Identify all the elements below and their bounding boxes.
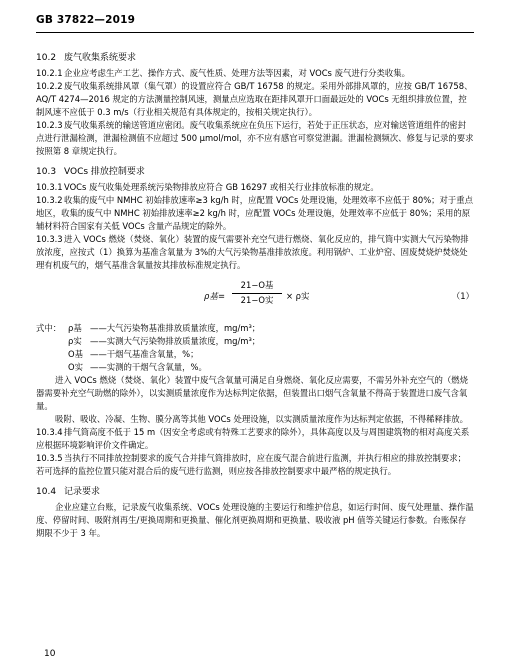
clause-number: 10.3.1 — [36, 182, 63, 192]
clause-10-2-3 — [36, 119, 474, 158]
paragraph-other-facilities: 吸附、吸收、冷凝、生物、膜分离等其他 VOCs 处理设施，以实测质量浓度作为达标判定依据，不得稀释排放。 — [55, 414, 468, 424]
formula-definitions — [36, 322, 474, 374]
section-heading-10-4 — [36, 486, 474, 499]
clause-text: 收集的废气中 NMHC 初始排放速率≥3 kg/h 时，应配置 VOCs 处理设施，处理效率不应低于 80%；对于重点地区，收集的废气中 NMHC 初始排放速率≥2 kg/h 时，应配置 VOCs 处理设施，处理效率不应低于 80%；采用的原辅材料符合国家有关低 VOCs 含量产品规定的除外。 — [36, 195, 474, 231]
definition-text: ——干烟气基准含氧量，%； — [90, 349, 199, 359]
clause-number: 10.2.1 — [36, 68, 63, 78]
section-heading-10-2 — [36, 52, 474, 65]
definition-row — [36, 322, 474, 335]
clause-10-3-5 — [36, 452, 474, 478]
page-number: 10 — [44, 649, 56, 659]
clause-text: 进入 VOCs 燃烧（焚烧、氧化）装置的废气需要补充空气进行燃烧、氧化反应的，排气筒中实测大气污染物排放浓度，应按式（1）换算为基准含氧量为 3%的大气污染物基准排放浓度。利用锅炉、工业炉窑、固废焚烧炉焚烧处理有机废气的，烟气基准含氧量按其排放标准规定执行。 — [36, 234, 469, 270]
clause-10-2-2 — [36, 80, 474, 119]
clause-10-3-4 — [36, 426, 474, 452]
section-heading-10-3 — [36, 166, 474, 179]
formula-fraction — [232, 279, 282, 307]
clause-number: 10.3.2 — [36, 195, 63, 205]
section-number: 10.3 — [36, 167, 57, 177]
definition-row — [36, 335, 474, 348]
definition-symbol: ρ基 — [68, 323, 82, 333]
page-body — [36, 44, 474, 540]
formula-equals: = — [218, 291, 226, 301]
paragraph-records: 企业应建立台账，记录废气收集系统、VOCs 处理设施的主要运行和维护信息，如运行时间、废气处理量、操作温度、停留时间、吸附剂再生/更换周期和更换量、催化剂更换周期和更换量、吸收液 pH 值等关键运行参数。台账保存期限不少于 3 年。 — [36, 502, 474, 538]
formula-number: （1） — [451, 291, 474, 301]
standard-code: GB 37822—2019 — [36, 14, 136, 26]
header-rule — [36, 32, 474, 33]
definition-row — [36, 361, 474, 374]
clause-text: 废气收集系统排风罩（集气罩）的设置应符合 GB/T 16758 的规定。采用外部排风罩的，应按 GB/T 16758、AQ/T 4274—2016 规定的方法测量控制风速，测量点应选取在距排风罩开口面最远处的 VOCs 无组织排放位置，控制风速不应低于 0.3 m/s（行业相关规范有具体规定的，按相关规定执行）。 — [36, 81, 473, 117]
clause-text: VOCs 废气收集处理系统污染物排放应符合 GB 16297 或相关行业排放标准的规定。 — [64, 182, 379, 192]
clause-text: 企业应考虑生产工艺、操作方式、废气性质、处理方法等因素，对 VOCs 废气进行分类收集。 — [64, 68, 410, 78]
section-title: VOCs 排放控制要求 — [64, 167, 145, 177]
clause-number: 10.2.2 — [36, 81, 63, 91]
clause-number: 10.3.4 — [36, 427, 63, 437]
clause-number: 10.2.3 — [36, 120, 63, 130]
clause-text: 废气收集系统的输送管道应密闭。废气收集系统应在负压下运行，若处于正压状态，应对输送管道组件的密封点进行泄漏检测，泄漏检测值不应超过 500 μmol/mol，亦不应有感官可察觉泄漏。泄漏检测频次、修复与记录的要求按照第 8 章规定执行。 — [36, 120, 474, 156]
clause-number: 10.3.3 — [36, 234, 63, 244]
definitions-lead: 式中： — [36, 323, 62, 333]
formula-lhs: ρ基 — [204, 291, 218, 301]
clause-number: 10.3.5 — [36, 453, 63, 463]
definition-symbol: O实 — [68, 362, 83, 372]
clause-10-3-2 — [36, 194, 474, 233]
definition-symbol: O基 — [68, 349, 83, 359]
clause-10-3-3 — [36, 233, 474, 272]
formula-1 — [36, 276, 474, 318]
formula-numerator: 21−O基 — [232, 279, 282, 294]
clause-text: 当执行不同排放控制要求的废气合并排气筒排放时，应在废气混合前进行监测，并执行相应的排放控制要求；若可选择的监控位置只能对混合后的废气进行监测，则应按各排放控制要求中最严格的规定执行。 — [36, 453, 466, 476]
clause-text: 排气筒高度不低于 15 m（因安全考虑或有特殊工艺要求的除外），具体高度以及与周围建筑物的相对高度关系应根据环境影响评价文件确定。 — [36, 427, 470, 450]
definition-text: ——大气污染物基准排放质量浓度，mg/m³； — [90, 323, 261, 333]
section-number: 10.2 — [36, 53, 57, 63]
clause-10-3-1 — [36, 181, 474, 194]
section-title: 记录要求 — [64, 487, 101, 497]
formula-rhs: × ρ实 — [286, 291, 310, 301]
section-title: 废气收集系统要求 — [64, 53, 137, 63]
paragraph-oxygen-content: 进入 VOCs 燃烧（焚烧、氧化）装置中废气含氧量可满足自身燃烧、氧化反应需要，不需另外补充空气的（燃烧器需要补充空气助燃的除外），以实测质量浓度作为达标判定依据，但装置出口烟气含氧量不得高于装置进口废气含氧量。 — [36, 375, 468, 411]
section-number: 10.4 — [36, 487, 57, 497]
definition-row — [36, 348, 474, 361]
definition-text: ——实测大气污染物排放质量浓度，mg/m³； — [90, 336, 261, 346]
definition-text: ——实测的干烟气含氧量，%。 — [90, 362, 207, 372]
formula-denominator: 21−O实 — [240, 295, 274, 305]
clause-10-2-1 — [36, 67, 474, 80]
definition-symbol: ρ实 — [68, 336, 82, 346]
